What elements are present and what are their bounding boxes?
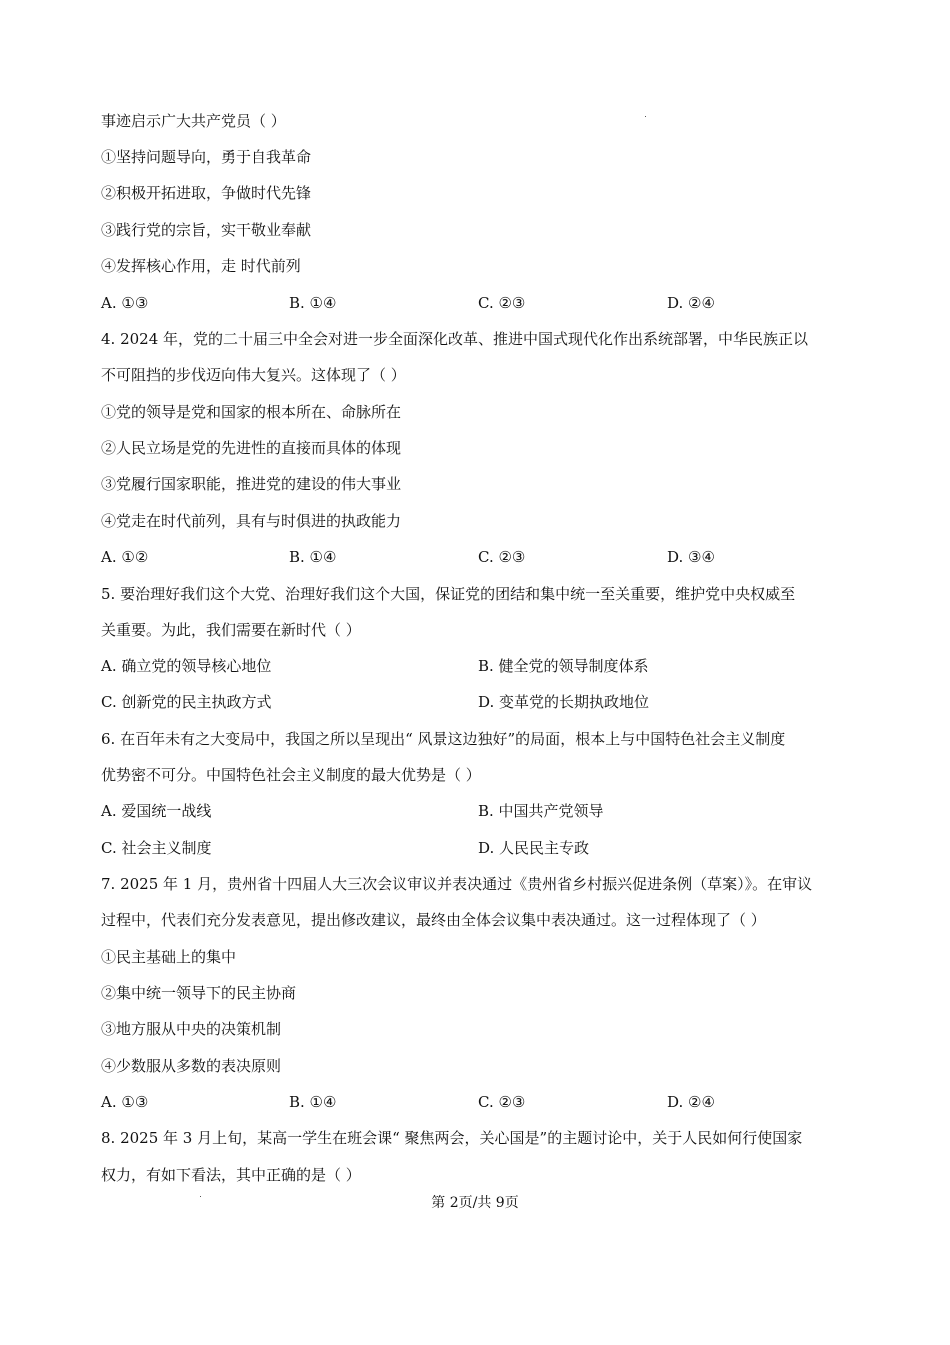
q3-stem: 事迹启示广大共产党员（ ）	[101, 112, 286, 130]
q7-item-4: ④少数服从多数的表决原则	[101, 1057, 282, 1075]
q4-item-3: ③党履行国家职能，推进党的建设的伟大事业	[101, 475, 402, 493]
q7-option-a: A. ①③	[101, 1093, 149, 1111]
q4-item-1: ①党的领导是党和国家的根本所在、命脉所在	[101, 403, 402, 421]
q3-item-2: ②积极开拓进取，争做时代先锋	[101, 184, 312, 202]
q5-option-a: A. 确立党的领导核心地位	[101, 657, 272, 675]
q4-stem-line-2: 不可阻挡的步伐迈向伟大复兴。这体现了（ ）	[101, 366, 406, 384]
stray-dot	[645, 116, 646, 117]
q5-stem-line-1: 5. 要治理好我们这个大党、治理好我们这个大国，保证党的团结和集中统一至关重要，维护党中央权威至	[101, 585, 796, 603]
q3-item-4: ④发挥核心作用，走 时代前列	[101, 257, 301, 275]
q8-stem-line-2: 权力，有如下看法，其中正确的是（ ）	[101, 1166, 361, 1184]
q7-item-2: ②集中统一领导下的民主协商	[101, 984, 297, 1002]
q3-item-3: ③践行党的宗旨，实干敬业奉献	[101, 221, 312, 239]
q6-option-c: C. 社会主义制度	[101, 839, 212, 857]
q5-stem-line-2: 关重要。为此，我们需要在新时代（ ）	[101, 621, 361, 639]
q6-option-a: A. 爱国统一战线	[101, 802, 212, 820]
q6-stem-line-1: 6. 在百年未有之大变局中，我国之所以呈现出“ 风景这边独好”的局面，根本上与中国特色社会主义制度	[101, 730, 786, 748]
q4-option-a: A. ①②	[101, 548, 149, 566]
q4-option-d: D. ③④	[667, 548, 715, 566]
q7-option-c: C. ②③	[478, 1093, 526, 1111]
q7-item-3: ③地方服从中央的决策机制	[101, 1020, 282, 1038]
q4-stem-line-1: 4. 2024 年，党的二十届三中全会对进一步全面深化改革、推进中国式现代化作出系统部署，中华民族正以	[101, 330, 809, 348]
q3-option-b: B. ①④	[289, 294, 337, 312]
q3-item-1: ①坚持问题导向，勇于自我革命	[101, 148, 312, 166]
q7-stem-line-1: 7. 2025 年 1 月，贵州省十四届人大三次会议审议并表决通过《贵州省乡村振兴促进条例（草案）》。在审议	[101, 875, 813, 893]
q7-option-b: B. ①④	[289, 1093, 337, 1111]
q6-option-b: B. 中国共产党领导	[478, 802, 604, 820]
q4-option-c: C. ②③	[478, 548, 526, 566]
q5-option-c: C. 创新党的民主执政方式	[101, 693, 272, 711]
page-number-footer: 第 2页/共 9页	[431, 1195, 519, 1211]
q5-option-b: B. 健全党的领导制度体系	[478, 657, 649, 675]
q5-option-d: D. 变革党的长期执政地位	[478, 693, 650, 711]
q6-stem-line-2: 优势密不可分。中国特色社会主义制度的最大优势是（ ）	[101, 766, 481, 784]
q3-option-a: A. ①③	[101, 294, 149, 312]
q3-option-d: D. ②④	[667, 294, 715, 312]
q7-option-d: D. ②④	[667, 1093, 715, 1111]
q4-item-4: ④党走在时代前列，具有与时俱进的执政能力	[101, 512, 402, 530]
q4-item-2: ②人民立场是党的先进性的直接而具体的体现	[101, 439, 402, 457]
q7-stem-line-2: 过程中，代表们充分发表意见，提出修改建议，最终由全体会议集中表决通过。这一过程体现了（ ）	[101, 911, 766, 929]
q3-option-c: C. ②③	[478, 294, 526, 312]
q4-option-b: B. ①④	[289, 548, 337, 566]
q8-stem-line-1: 8. 2025 年 3 月上旬，某高一学生在班会课“ 聚焦两会，关心国是”的主题讨论中，关于人民如何行使国家	[101, 1129, 803, 1147]
q7-item-1: ①民主基础上的集中	[101, 948, 237, 966]
q6-option-d: D. 人民民主专政	[478, 839, 590, 857]
